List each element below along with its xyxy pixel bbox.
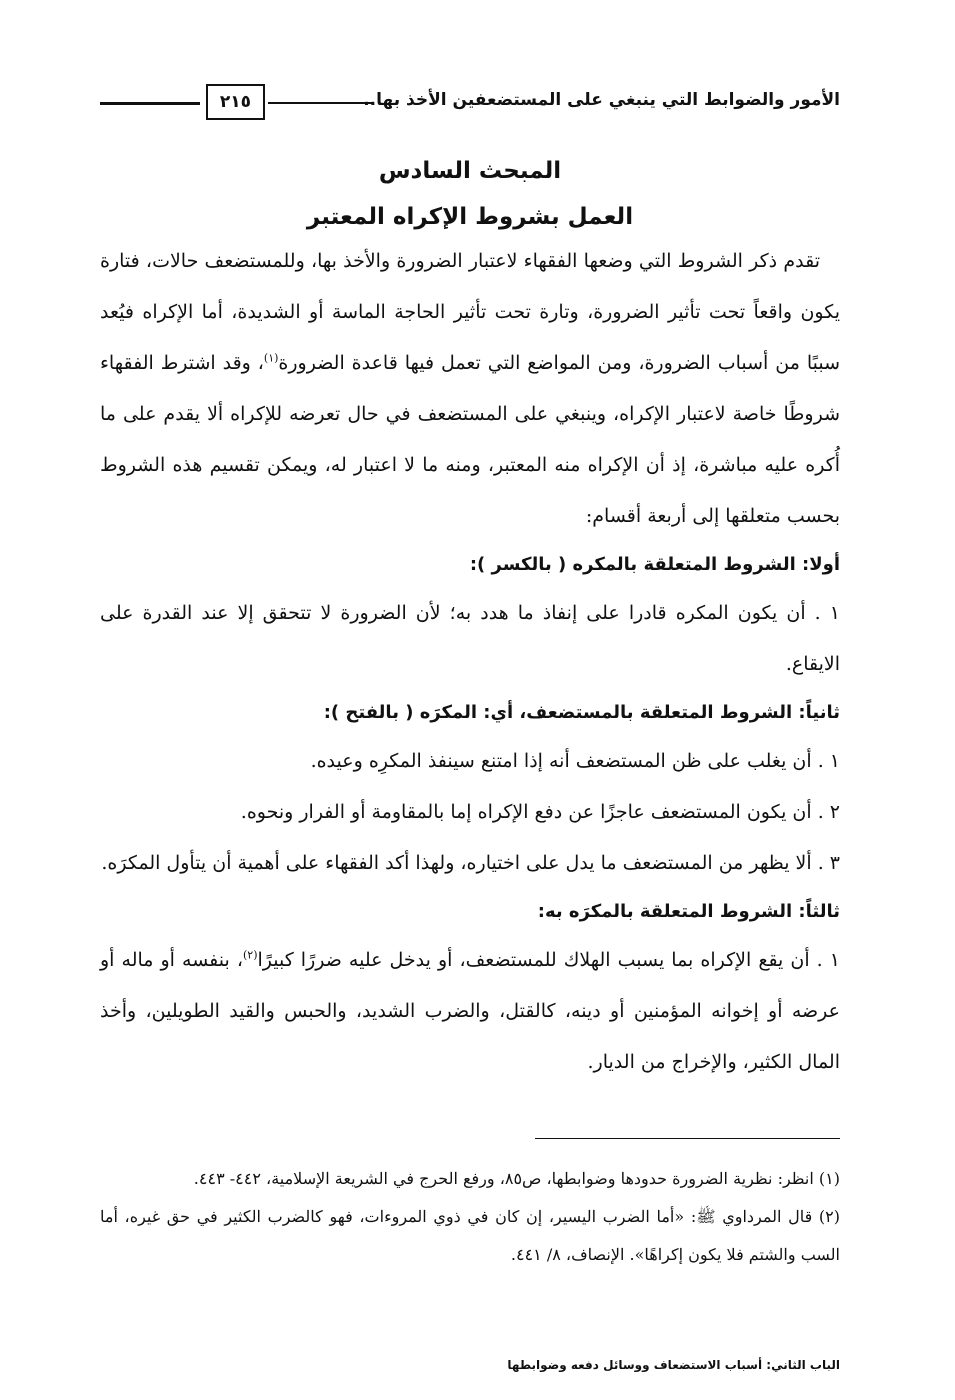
second-item-2: ٢ . أن يكون المستضعف عاجزًا عن دفع الإكراه إما بالمقاومة أو الفرار ونحوه. [240, 801, 840, 823]
second-item-3: ٣ . ألا يظهر من المستضعف ما يدل على اختياره، ولهذا أكد الفقهاء على أهمية أن يتأول المكرَه. [101, 852, 840, 874]
second-item-1: ١ . أن يغلب على ظن المستضعف أنه إذا امتنع سينفذ المكرِه وعيده. [310, 750, 840, 772]
footnote-2-text-1: (٢) قال المرداوي [722, 1207, 840, 1226]
intro-paragraph [100, 236, 840, 542]
intro-text-1: تقدم ذكر الشروط التي وضعها الفقهاء لاعتبار الضرورة والأخذ بها، وللمستضعف حالات، فتارة يكون واقعاً تحت تأثير الضرورة، وتارة تحت تأثير الحاجة الماسة أو الشديدة، أما الإكراه فيُعد سببًا من أسباب الضرورة، ومن المواضع التي تعمل فيها قاعدة الضرورة [100, 250, 840, 374]
footnote-2 [100, 1198, 840, 1274]
heading-second: ثانياً: الشروط المتعلقة بالمستضعف، أي: المكرَه ( بالفتح ): [323, 702, 840, 723]
running-title: الأمور والضوابط التي ينبغي على المستضعفين الأخذ بها.. [363, 90, 840, 110]
header-rule-end [100, 102, 200, 105]
section-subtitle: العمل بشروط الإكراه المعتبر [306, 204, 634, 230]
intro-text-2: ، وقد اشترط الفقهاء شروطًا خاصة لاعتبار الإكراه، وينبغي على المستضعف في حال تعرضه للإكراه ألا يقدم على ما أُكره عليه مباشرة، إذ أن الإكراه منه المعتبر، ومنه ما لا اعتبار له، ويمكن تقسيم هذه الشروط بحسب متعلقها إلى أربعة أقسام: [100, 352, 840, 527]
heading-first: أولا: الشروط المتعلقة بالمكره ( بالكسر ): [469, 554, 840, 575]
footnote-2-text-2: : «أما الضرب اليسير، إن كان في ذوي المروءات، فهو كالضرب الكثير في حق غيره، أما السب والشتم فلا يكون إكراهًا». الإنصاف، ٨/ ٤٤١. [100, 1207, 840, 1264]
footnote-separator [535, 1138, 840, 1139]
third-item-text-1: ١ . أن يقع الإكراه بما يسبب الهلاك للمستضعف، أو يدخل عليه ضررًا كبيرًا [257, 949, 840, 971]
header-rule [268, 102, 373, 104]
footnotes [100, 1160, 840, 1274]
third-item-text-2: ، بنفسه أو ماله أو عرضه أو إخوانه المؤمنين أو دينه، كالقتل، والضرب الشديد، والحبس والقيد الطويلين، وأخذ المال الكثير، والإخراج من الديار. [100, 949, 840, 1073]
body-text [100, 236, 840, 1088]
honorific-glyph: ﷺ [696, 1207, 716, 1226]
first-item-1: ١ . أن يكون المكره قادرا على إنفاذ ما هدد به؛ لأن الضرورة لا تتحقق إلا عند القدرة على الايقاع. [100, 602, 840, 675]
third-item-1 [100, 935, 840, 1088]
section-titles [100, 148, 840, 240]
page-header [100, 82, 840, 122]
footnote-ref-2: (٢) [242, 948, 258, 962]
section-title: المبحث السادس [378, 158, 562, 184]
footnote-1: (١) انظر: نظرية الضرورة حدودها وضوابطها، ص٨٥، ورفع الحرج في الشريعة الإسلامية، ٤٤٢- ٤٤٣. [193, 1169, 840, 1188]
heading-third: ثالثاً: الشروط المتعلقة بالمكرَه به: [537, 901, 840, 922]
footnote-ref-1: (١) [263, 351, 279, 365]
page-number: ٢١٥ [206, 84, 265, 120]
page-footer: الباب الثاني: أسباب الاستضعاف ووسائل دفعه وضوابطها [507, 1358, 840, 1372]
